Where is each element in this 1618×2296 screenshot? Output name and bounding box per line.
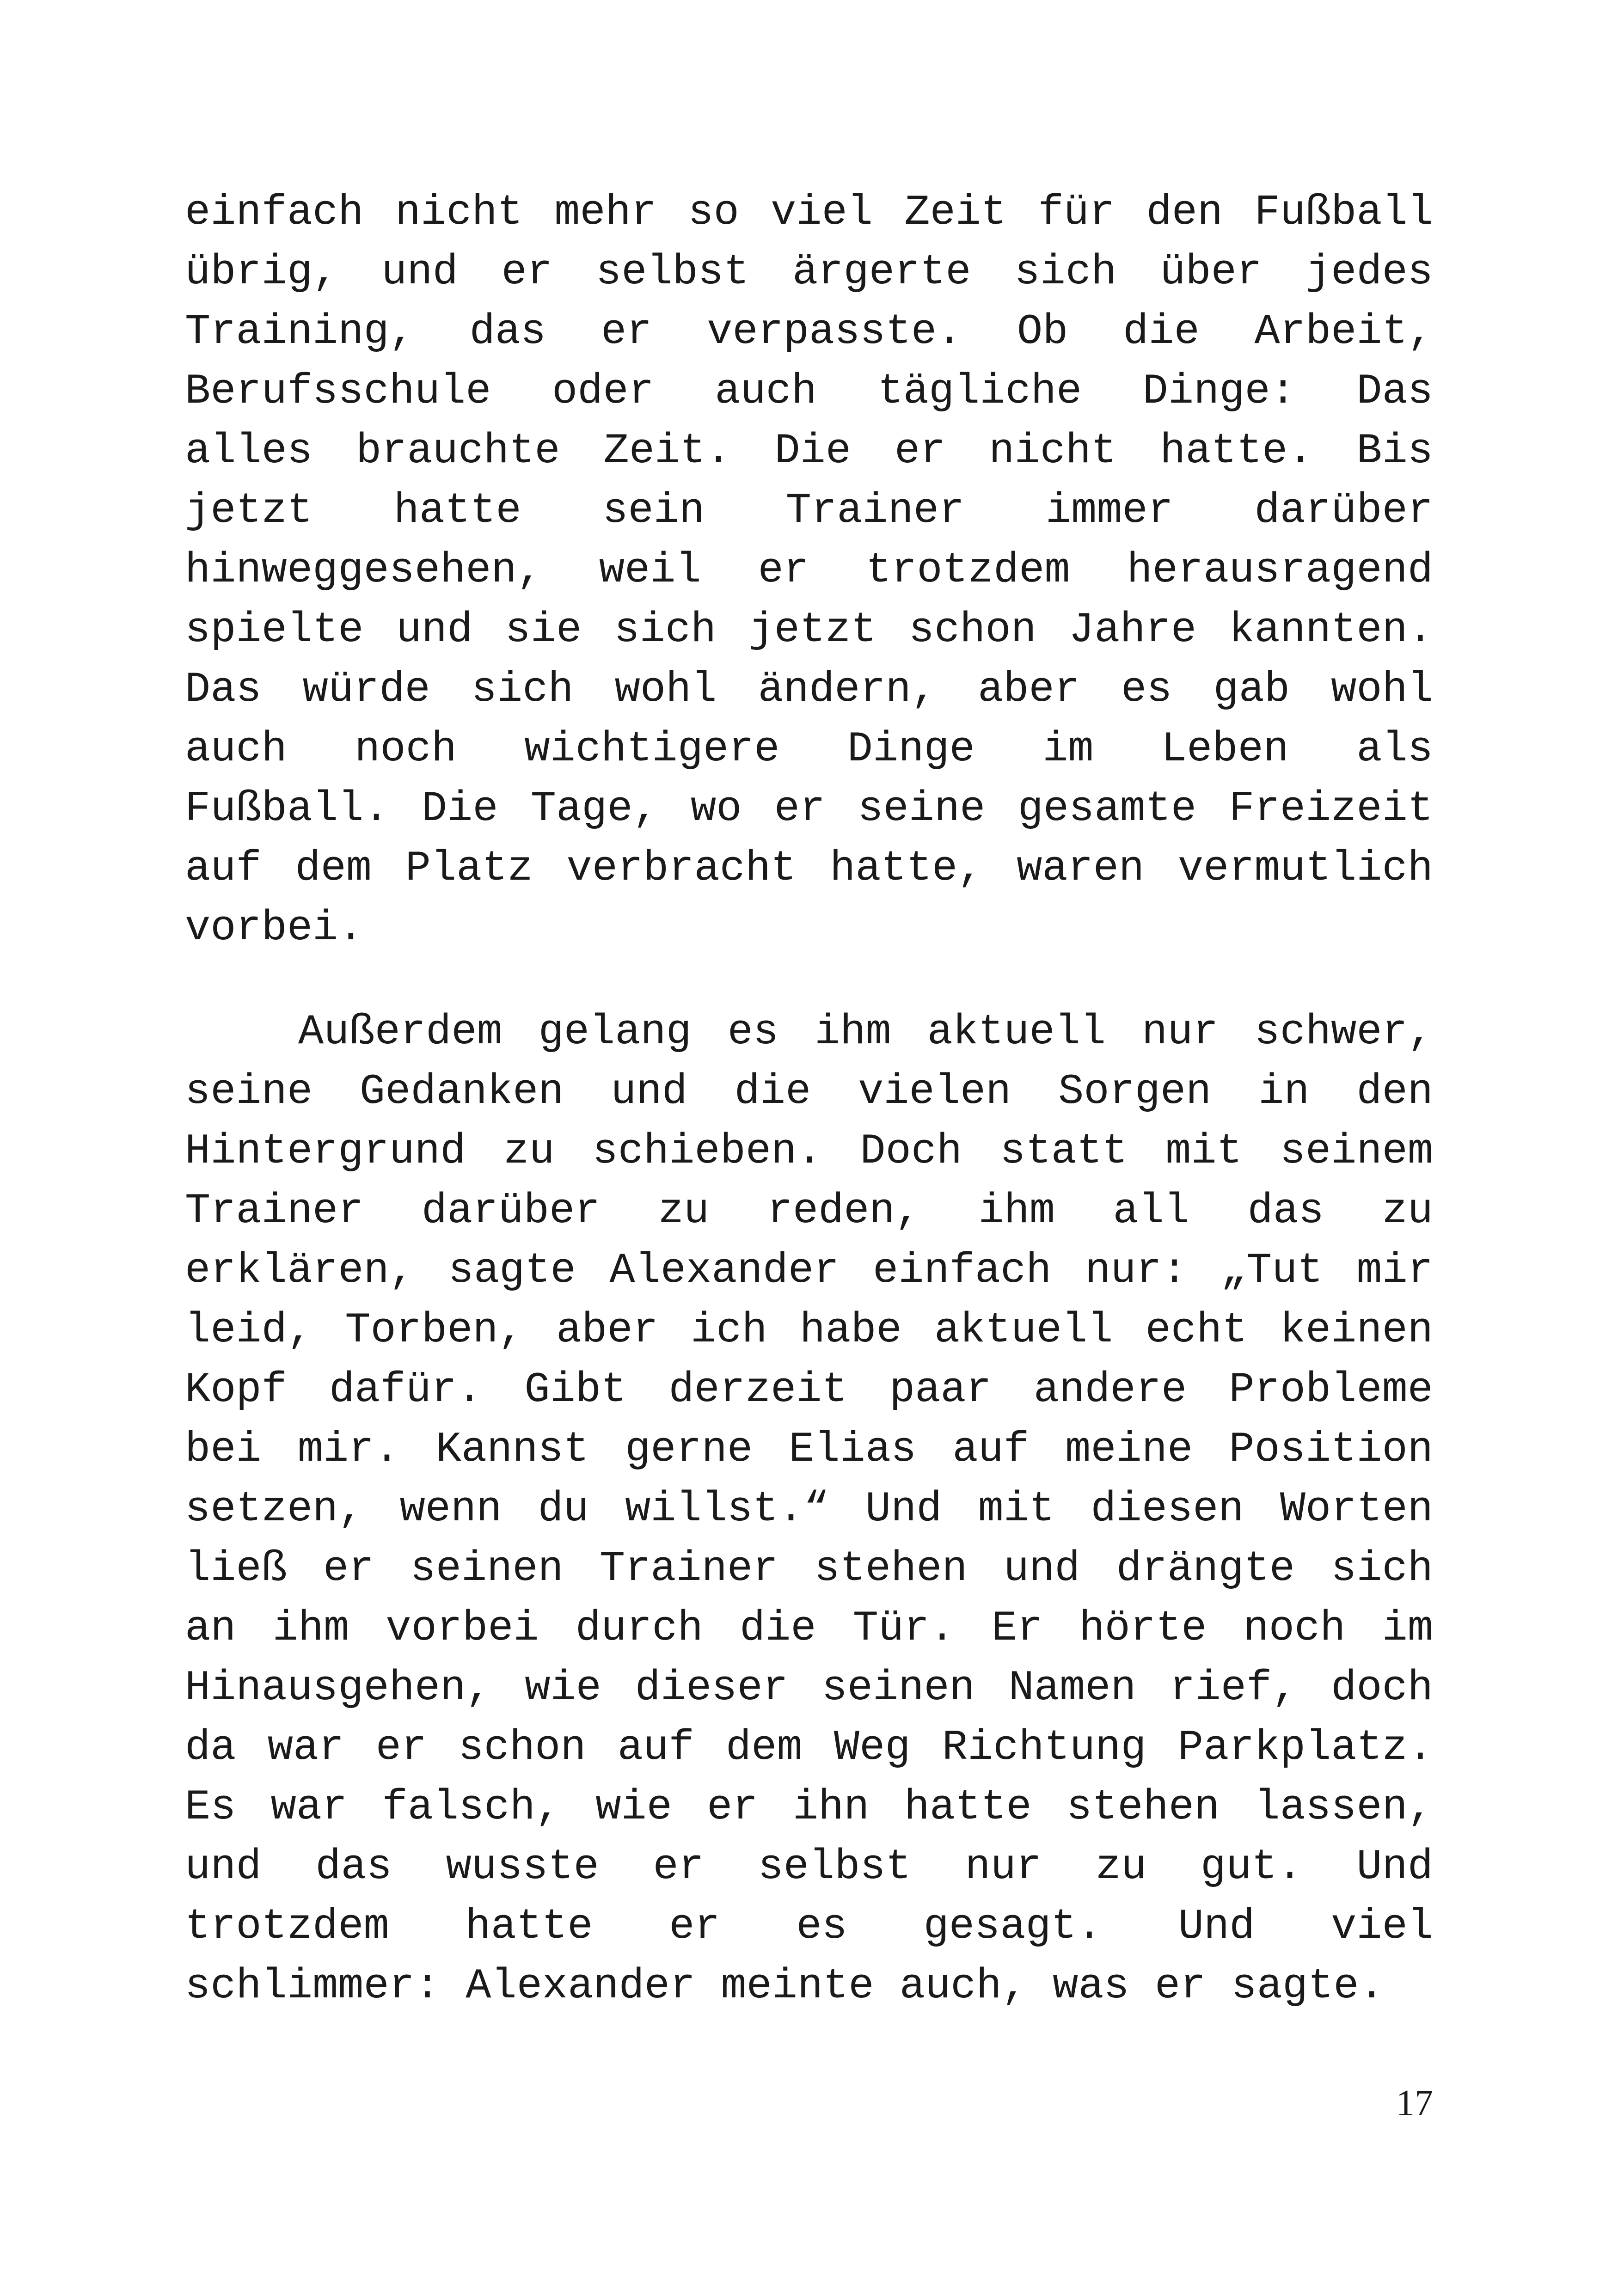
text-line: Das würde sich wohl ändern, aber es gab wohl [185, 665, 1433, 714]
text-line: Hintergrund zu schieben. Doch statt mit seinem [185, 1127, 1433, 1176]
text-line: Außerdem gelang es ihm aktuell nur schwer, [298, 1008, 1433, 1056]
text-line: jetzt hatte sein Trainer immer darüber [185, 486, 1433, 535]
text-line: Berufsschule oder auch tägliche Dinge: Das [185, 367, 1433, 416]
text-line: Fußball. Die Tage, wo er seine gesamte Freizeit [185, 784, 1433, 833]
text-line: an ihm vorbei durch die Tür. Er hörte noch im [185, 1604, 1433, 1653]
text-line: setzen, wenn du willst.“ Und mit diesen Worten [185, 1485, 1433, 1533]
text-line: einfach nicht mehr so viel Zeit für den Fußball [185, 188, 1433, 237]
text-line: auf dem Platz verbracht hatte, waren vermutlich [185, 844, 1433, 893]
text-line: hinweggesehen, weil er trotzdem herausragend [185, 546, 1433, 594]
text-line: Training, das er verpasste. Ob die Arbeit, [185, 307, 1433, 356]
text-line: Kopf dafür. Gibt derzeit paar andere Probleme [185, 1365, 1433, 1414]
text-line: auch noch wichtigere Dinge im Leben als [185, 725, 1433, 773]
text-line: da war er schon auf dem Weg Richtung Parkplatz. [185, 1723, 1433, 1772]
text-line: leid, Torben, aber ich habe aktuell echt keinen [185, 1306, 1433, 1354]
text-line: seine Gedanken und die vielen Sorgen in den [185, 1067, 1433, 1116]
text-line: trotzdem hatte er es gesagt. Und viel [185, 1902, 1433, 1951]
text-line: Hinausgehen, wie dieser seinen Namen rief, doch [185, 1664, 1433, 1712]
text-line: übrig, und er selbst ärgerte sich über jedes [185, 248, 1433, 296]
page-number: 17 [1396, 2083, 1433, 2124]
paragraph-2 [185, 1002, 1433, 2016]
text-line: spielte und sie sich jetzt schon Jahre kannten. [185, 606, 1433, 654]
text-line: bei mir. Kannst gerne Elias auf meine Position [185, 1425, 1433, 1474]
paragraph-1 [185, 183, 1433, 958]
text-line: schlimmer: Alexander meinte auch, was er sagte. [185, 1962, 1385, 2010]
text-line: vorbei. [185, 904, 364, 952]
text-line: alles brauchte Zeit. Die er nicht hatte. Bis [185, 427, 1433, 475]
text-line: und das wusste er selbst nur zu gut. Und [185, 1843, 1433, 1891]
text-line: Es war falsch, wie er ihn hatte stehen lassen, [185, 1783, 1433, 1831]
text-line: Trainer darüber zu reden, ihm all das zu [185, 1187, 1433, 1235]
text-line: erklären, sagte Alexander einfach nur: „Tut mir [185, 1246, 1433, 1295]
text-line: ließ er seinen Trainer stehen und drängte sich [185, 1544, 1433, 1593]
